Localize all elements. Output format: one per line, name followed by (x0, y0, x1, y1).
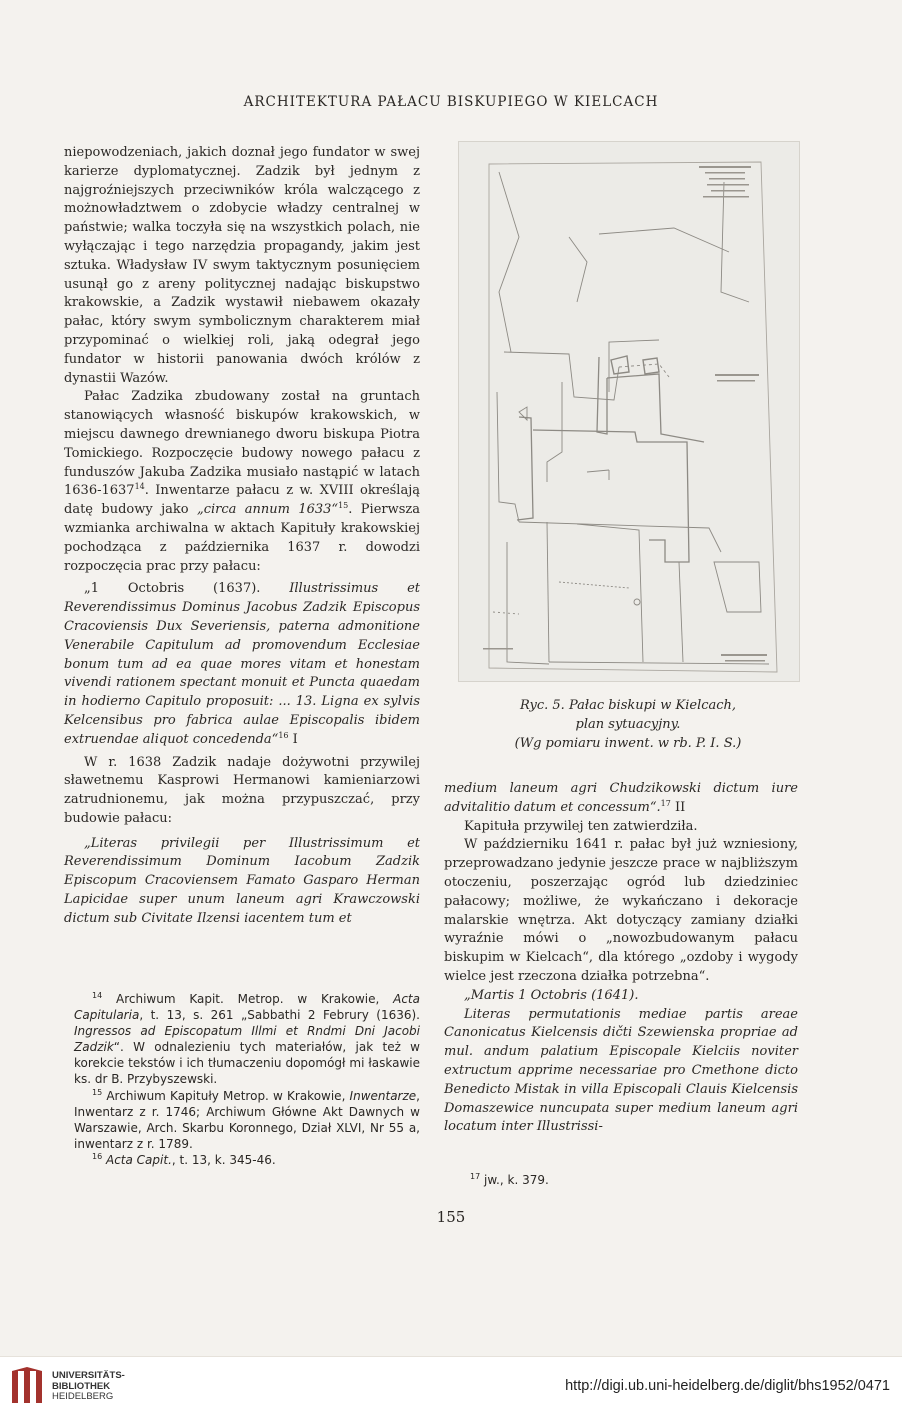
paragraph: niepowodzeniach, jakich doznał jego fundator w swej karierze dyplomatycznej. Zadzik był jednym z najgroźniejszych przeciwników króla walczącego z możnowładztwem o zdobycie władzy centralnej w państwie; walka toczyła się na wszystkich polach, nie wyłączając i tego narzędzia propagandy, jakim jest sztuka. Władysław IV swym taktycznym posunięciem usunął go z areny politycznej nadając biskupstwo krakowskie, a Zadzik wystawił niebawem okazały pałac, który swym symbolicznym charakterem miał przypominać o wielkiej roli, jaką odegrał jego fundator w historii panowania dwóch królów z dynastii Wazów. (64, 145, 420, 386)
latin-quote-date: „Martis 1 Octobris (1641). (464, 987, 639, 1003)
university-library-logo-icon[interactable] (10, 1367, 44, 1407)
paragraph: Kapituła przywilej ten zatwierdziła. (464, 818, 698, 834)
footnote: $^{17}$ jw., k. 379. (470, 1172, 549, 1187)
paragraph: W r. 1638 Zadzik nadaje dożywotni przywilej sławetnemu Kasprowi Hermanowi kamieniarzowi zatrudnionemu, jak można przypuszczać, przy budowie pałacu: (64, 754, 420, 826)
footnote: $^{16}$ Acta Capit., t. 13, k. 345-46. (92, 1151, 276, 1167)
latin-quote: „1 Octobris (1637). Illustrissimus et Reverendissimus Dominus Jacobus Zadzik Episcopus Cracoviensis Dux Severiensis, paterna admonitione Venerabile Capitulum ad promovendum Ecclesiae bonum tum ad ea quae mores vitam et honestam vivendi rationem spectant monuit et Puncta quaedam in hodierno Capitulo proposuit: ... 13. Ligna ex sylvis Kelcensibus pro fabrica aulae Episcopalis ibidem extruendae aliquot concedenda“$^{16}$ I (64, 581, 420, 747)
footnote-ref: 16 (278, 730, 289, 740)
source-url-link[interactable]: http://digi.ub.uni-heidelberg.de/diglit/bhs1952/0471 (565, 1378, 890, 1394)
paragraph: Pałac Zadzika zbudowany został na gruntach stanowiących własność biskupów krakowskich, w miejscu dawnego drewnianego dworu biskupa Piotra Tomickiego. Rozpoczęcie budowy nowego pałacu z funduszów Jakuba Zadzika musiało nastąpić w latach 1636-1637$^{14}$. Inwentarze pałacu z w. XVIII określają datę budowy jako „circa annum 1633“$^{15}$. Pierwsza wzmianka archiwalna w aktach Kapituły krakowskiej pochodząca z października 1637 r. dowodzi rozpoczęcia prac przy pałacu: (64, 389, 420, 574)
digital-library-footer (0, 1356, 902, 1419)
figure-caption: Ryc. 5. Pałac biskupi w Kielcach, plan sytuacyjny. (Wg pomiaru inwent. w rb. P. I. S.) (514, 698, 742, 751)
footnote: $^{15}$ Archiwum Kapituły Metrop. w Krakowie, Inwentarze, Inwentarz z r. 1746; Archiwum Główne Akt Dawnych w Warszawie, Arch. Skarbu Koronnego, Dział XLVI, Nr 55 a, inwentarz z r. 1789. (74, 1087, 420, 1151)
page-number: 155 (436, 1208, 466, 1226)
footnote-ref: 14 (134, 482, 145, 492)
site-plan-figure (458, 141, 800, 682)
footnote: $^{14}$ Archiwum Kapit. Metrop. w Krakowie, Acta Capitularia, t. 13, s. 261 „Sabbathi 2 Februry (1636). Ingressos ad Episcopatum Illmi et Rndmi Dni Jacobi Zadzik“. W odnalezieniu tych materiałów, jak też w korekcie tekstów i ich tłumaczeniu dopomógł mi łaskawie ks. dr B. Przybyszewski. (74, 991, 420, 1087)
footnote-ref: 15 (338, 501, 349, 511)
latin-quote: „Literas privilegii per Illustrissimum et Reverendissimum Dominum Iacobum Zadzik Episcopum Cracoviensem Famato Gasparo Herman Lapicidae super unum laneum agri Krawczowski dictum sub Civitate Ilzensi iacentem tum et (64, 835, 420, 926)
right-column (444, 780, 798, 1137)
latin-quote-continued: medium laneum agri Chudzikowski dictum iure advitalitio datum et concessum“.$^{17}$ II (444, 781, 798, 815)
site-plan-drawing (459, 142, 799, 681)
library-name: UNIVERSITÄTS- BIBLIOTHEK HEIDELBERG (52, 1370, 125, 1402)
running-title: ARCHITEKTURA PAŁACU BISKUPIEGO W KIELCACH (243, 94, 659, 110)
left-column (64, 144, 420, 929)
footnotes-left (74, 991, 420, 1168)
latin-quote: Literas permutationis mediae partis areae Canonicatus Kielcensis dičti Szewienska propriae ad mul. andum palatium Episcopale Kielciis noviter extructum apprime necessariae pro Cmethone dicto Benedicto Mistak in villa Episcopali Clauis Kielcensis Domaszewice nuncupata super medium laneum agri locatum inter Illustrissi- (444, 1006, 798, 1135)
footnotes-right (470, 1172, 790, 1188)
footnote-ref: 17 (660, 798, 671, 808)
paragraph: W październiku 1641 r. pałac był już wzniesiony, przeprowadzano jedynie jeszcze prace w najbliższym otoczeniu, poszerzając ogród lub dziedziniec pałacowy; możliwe, że wykańczano i dekoracje malarskie wnętrza. Akt dotyczący zamiany działki wyraźnie mówi o „nowozbudowanym pałacu biskupim w Kielcach“, dla którego „ozdoby i wygody wielce jest rzeczona działka potrzebna“. (444, 837, 798, 984)
